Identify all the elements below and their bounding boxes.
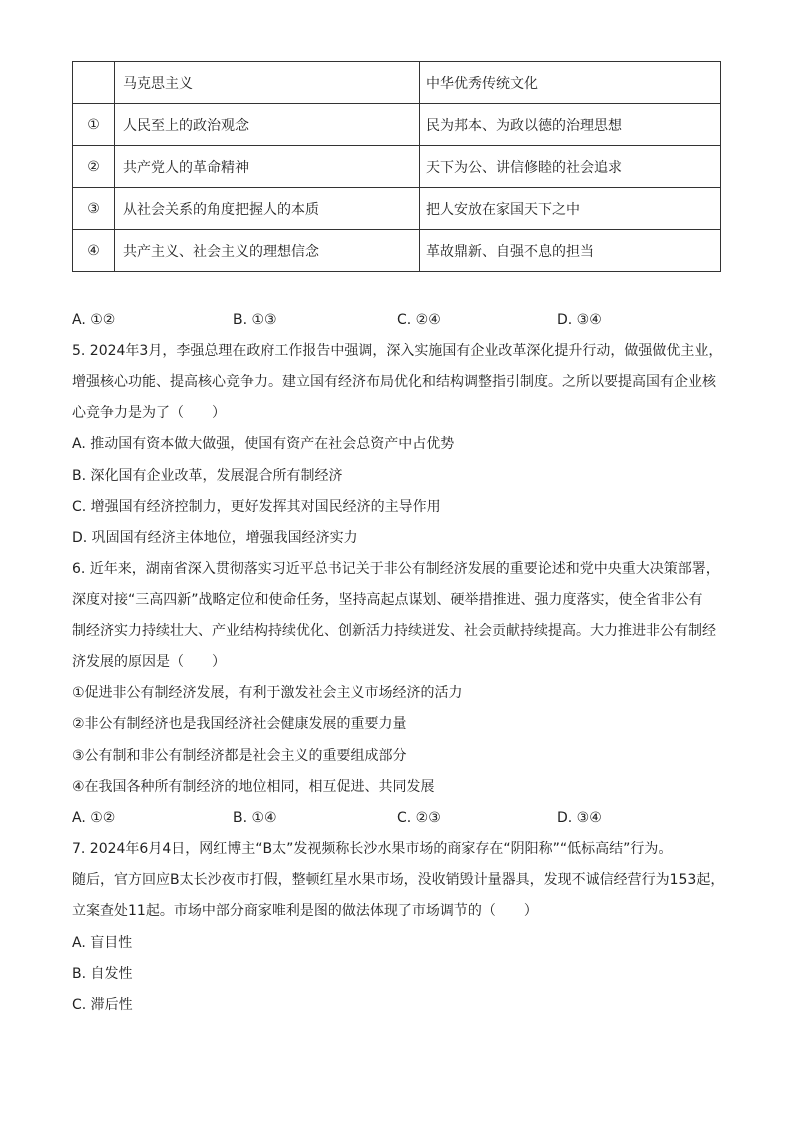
q6-statement: ①促进非公有制经济发展，有利于激发社会主义市场经济的活力 [72,685,463,701]
q5-option-c[interactable]: C. 增强国有经济控制力，更好发挥其对国民经济的主导作用 [72,499,441,515]
marxism-cell: 从社会关系的角度把握人的本质 [115,188,420,230]
q5-option-b[interactable]: B. 深化国有企业改革，发展混合所有制经济 [72,468,343,484]
tradition-cell: 把人安放在家国天下之中 [420,188,721,230]
q6-option-d[interactable]: D. ③④ [557,810,602,826]
q5-stem-line: 5. 2024年3月，李强总理在政府工作报告中强调，深入实施国有企业改革深化提升行动，做强做优主业， [72,343,723,359]
q7-option-c[interactable]: C. 滞后性 [72,997,133,1013]
q7-stem-line: 立案查处11起。市场中部分商家唯利是图的做法体现了市场调节的（ ） [72,903,538,919]
q5-stem-line: 增强核心功能、提高核心竞争力。建立国有经济布局优化和结构调整指引制度。之所以要提高国有企业核 [72,374,716,390]
q6-statement: ③公有制和非公有制经济都是社会主义的重要组成部分 [72,748,407,764]
q6-stem-line: 制经济实力持续壮大、产业结构持续优化、创新活力持续迸发、社会贡献持续提高。大力推进非公有制经 [72,623,716,639]
q6-stem-line: 济发展的原因是（ ） [72,654,226,670]
row-number: ③ [73,188,115,230]
q4-option-d[interactable]: D. ③④ [557,312,602,328]
row-number: ④ [73,230,115,272]
table-row [73,188,721,230]
q6-stem-line: 深度对接“三高四新”战略定位和使命任务，坚持高起点谋划、硬举措推进、强力度落实，使全省非公有 [72,592,703,608]
q4-option-b[interactable]: B. ①③ [233,312,277,328]
table-header-row [73,62,721,104]
q7-option-b[interactable]: B. 自发性 [72,966,133,982]
tradition-cell: 革故鼎新、自强不息的担当 [420,230,721,272]
q6-statement: ④在我国各种所有制经济的地位相同，相互促进、共同发展 [72,779,435,795]
q7-option-a[interactable]: A. 盲目性 [72,935,133,951]
table-header-cell [73,62,115,104]
q5-option-a[interactable]: A. 推动国有资本做大做强，使国有资产在社会总资产中占优势 [72,436,455,452]
q7-stem-line: 7. 2024年6月4日，网红博主“B太”发视频称长沙水果市场的商家存在“阴阳称”“低标高结”行为。 [72,841,673,857]
q5-option-d[interactable]: D. 巩固国有经济主体地位，增强我国经济实力 [72,530,358,546]
tradition-cell: 天下为公、讲信修睦的社会追求 [420,146,721,188]
q4-option-a[interactable]: A. ①② [72,312,116,328]
q4-option-c[interactable]: C. ②④ [397,312,441,328]
table-header-cell: 马克思主义 [115,62,420,104]
row-number: ① [73,104,115,146]
marxism-cell: 人民至上的政治观念 [115,104,420,146]
q6-option-a[interactable]: A. ①② [72,810,116,826]
row-number: ② [73,146,115,188]
comparison-table [72,61,721,272]
marxism-cell: 共产党人的革命精神 [115,146,420,188]
table-row [73,104,721,146]
q7-stem-line: 随后，官方回应B太长沙夜市打假，整顿红星水果市场，没收销毁计量器具，发现不诚信经营行为153起， [72,872,725,888]
table-row [73,146,721,188]
table-header-cell: 中华优秀传统文化 [420,62,721,104]
q6-statement: ②非公有制经济也是我国经济社会健康发展的重要力量 [72,716,407,732]
table-row [73,230,721,272]
marxism-cell: 共产主义、社会主义的理想信念 [115,230,420,272]
tradition-cell: 民为邦本、为政以德的治理思想 [420,104,721,146]
q6-stem-line: 6. 近年来，湖南省深入贯彻落实习近平总书记关于非公有制经济发展的重要论述和党中央重大决策部署， [72,561,720,577]
q6-option-c[interactable]: C. ②③ [397,810,441,826]
q5-stem-line: 心竞争力是为了（ ） [72,405,226,421]
q6-option-b[interactable]: B. ①④ [233,810,277,826]
